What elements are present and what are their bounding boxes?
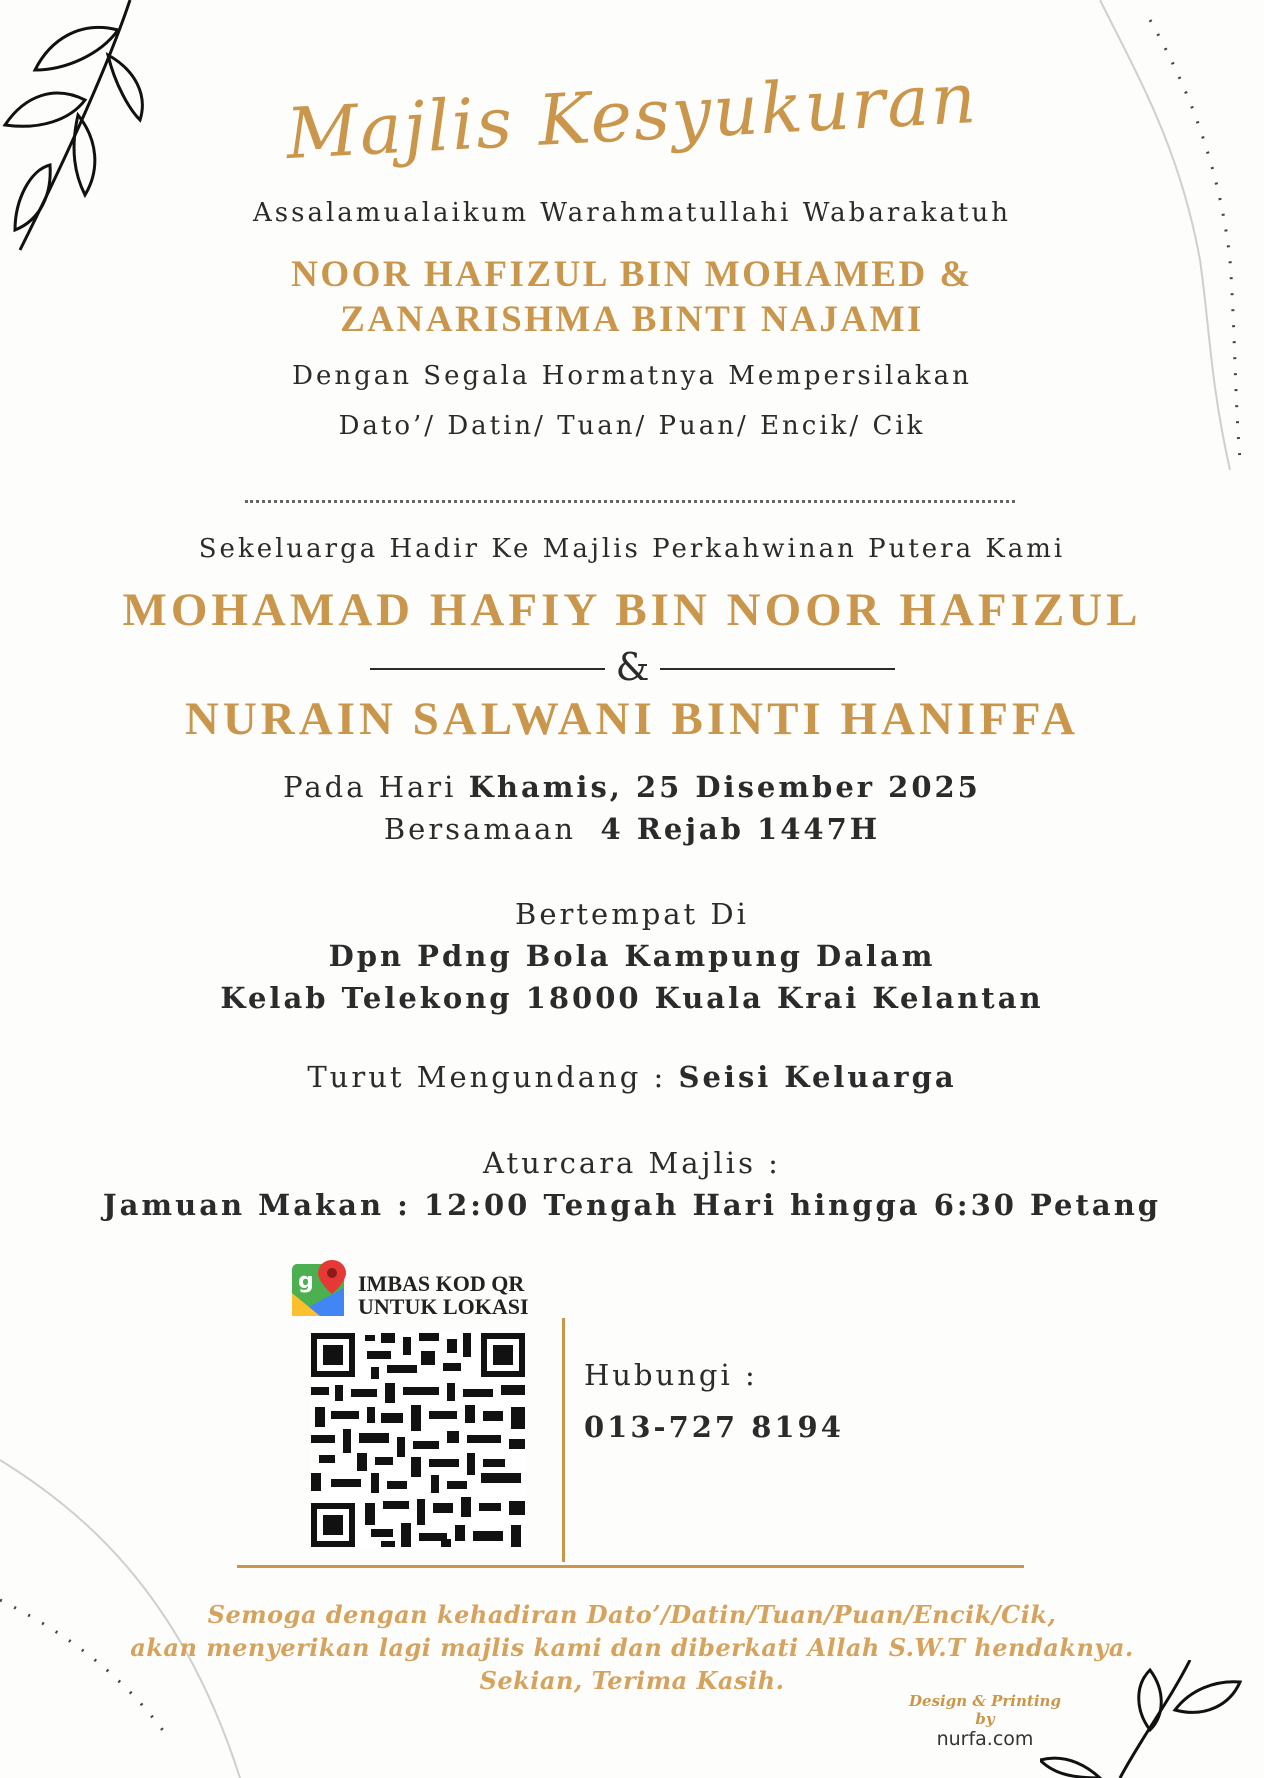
contact-label: Hubungi : xyxy=(584,1358,758,1392)
contact-phone[interactable]: 013-727 8194 xyxy=(584,1410,844,1444)
host-line-1: NOOR HAFIZUL BIN MOHAMED & xyxy=(291,254,973,295)
co-host-line xyxy=(0,1060,1264,1094)
bride-name: NURAIN SALWANI BINTI HANIFFA xyxy=(184,693,1080,745)
horizontal-divider xyxy=(237,1565,1024,1568)
invite-line-3: Sekeluarga Hadir Ke Majlis Perkahwinan Putera Kami xyxy=(198,534,1066,564)
program-item: Jamuan Makan : 12:00 Tengah Hari hingga 6:30 Petang xyxy=(102,1188,1162,1222)
date-prefix: Pada Hari xyxy=(283,770,457,804)
credit xyxy=(900,1692,1070,1750)
ampersand-divider xyxy=(370,645,895,689)
credit-line-1: Design & Printing by xyxy=(909,1692,1061,1728)
svg-text:g: g xyxy=(298,1269,314,1294)
greeting: Assalamualaikum Warahmatullahi Wabarakatuh xyxy=(253,198,1011,228)
qr-label xyxy=(358,1272,529,1318)
script-title: Majlis Kesyukuran xyxy=(284,56,980,176)
invite-line-2: Dato’/ Datin/ Tuan/ Puan/ Encik/ Cik xyxy=(338,411,926,441)
date-line xyxy=(0,770,1264,804)
vertical-divider xyxy=(562,1318,565,1562)
footer-line-1: Semoga dengan kehadiran Dato’/Datin/Tuan/Puan/Encik/Cik, xyxy=(207,1600,1057,1629)
dotted-divider xyxy=(245,500,1015,503)
hijri-date: 4 Rejab 1447H xyxy=(600,812,881,846)
hijri-prefix: Bersamaan xyxy=(383,812,577,846)
host-line-2: ZANARISHMA BINTI NAJAMI xyxy=(340,299,924,340)
qr-label-line-2: UNTUK LOKASI xyxy=(358,1294,529,1319)
footer-line-3: Sekian, Terima Kasih. xyxy=(479,1666,785,1695)
footer-line-2: akan menyerikan lagi majlis kami dan diberkati Allah S.W.T hendaknya. xyxy=(130,1633,1134,1662)
venue-label: Bertempat Di xyxy=(515,897,749,931)
venue-line-2: Kelab Telekong 18000 Kuala Krai Kelantan xyxy=(220,981,1044,1015)
credit-line-2[interactable]: nurfa.com xyxy=(936,1728,1034,1750)
program-label: Aturcara Majlis : xyxy=(483,1146,781,1180)
invite-line-1: Dengan Segala Hormatnya Mempersilakan xyxy=(292,361,972,391)
venue-line-1: Dpn Pdng Bola Kampung Dalam xyxy=(328,939,936,973)
ampersand: & xyxy=(615,645,650,689)
qr-code[interactable] xyxy=(311,1333,525,1547)
footer-message xyxy=(0,1598,1264,1697)
event-date: Khamis, 25 Disember 2025 xyxy=(468,770,981,804)
co-host-label: Turut Mengundang : xyxy=(307,1060,667,1094)
qr-label-line-1: IMBAS KOD QR xyxy=(358,1271,525,1296)
co-host-value: Seisi Keluarga xyxy=(678,1060,957,1094)
hijri-line xyxy=(0,812,1264,846)
google-maps-icon xyxy=(290,1258,348,1320)
groom-name: MOHAMAD HAFIY BIN NOOR HAFIZUL xyxy=(122,584,1142,636)
divider-line-right xyxy=(660,668,895,670)
host-names xyxy=(0,252,1264,342)
divider-line-left xyxy=(370,668,605,670)
